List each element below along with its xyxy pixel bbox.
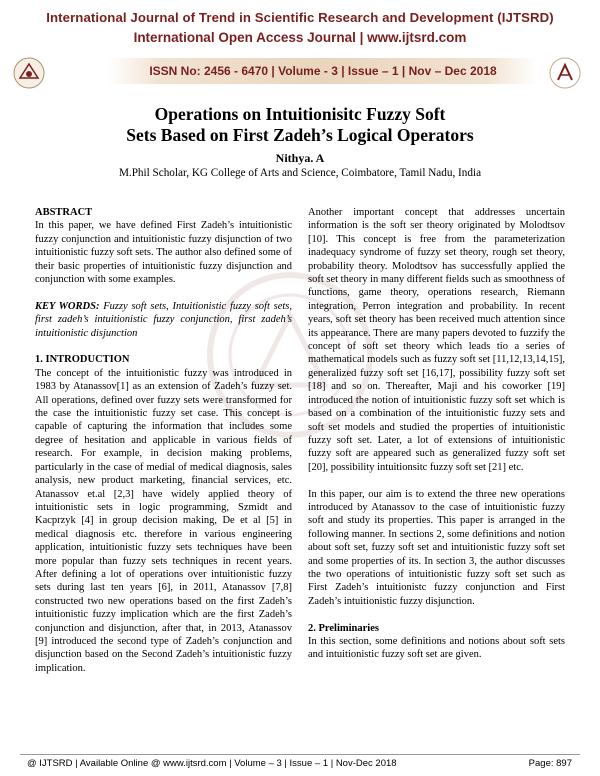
author-affiliation: M.Phil Scholar, KG College of Arts and Science, Coimbatore, Tamil Nadu, India: [118, 167, 482, 179]
keywords-label: KEY WORDS:: [35, 300, 100, 312]
preliminaries-text: In this section, some definitions and notions about soft sets and intuitionistic fuzzy soft set are given.: [308, 635, 565, 661]
author-name: Nithya. A: [275, 151, 325, 165]
page-number: Page: 897: [528, 758, 572, 769]
paper-title-line-1: Operations on Intuitionisitc Fuzzy Soft: [154, 104, 446, 124]
preliminaries-heading: 2. Preliminaries: [308, 622, 379, 634]
right-column: [308, 206, 565, 662]
journal-logo-left: [12, 56, 46, 90]
abstract-heading: ABSTRACT: [35, 207, 93, 218]
journal-title: International Journal of Trend in Scientific Research and Development (IJTSRD): [46, 10, 554, 25]
paper-title: [0, 104, 600, 146]
issue-info: ISSN No: 2456 - 6470 | Volume - 3 | Issue – 1 | Nov – Dec 2018: [149, 64, 497, 78]
paper-title-line-2: Sets Based on First Zadeh’s Logical Operators: [126, 125, 474, 145]
keywords: [35, 300, 292, 340]
left-column: [35, 206, 292, 675]
page-footer: [0, 754, 600, 776]
soft-set-paragraph: Another important concept that addresses uncertain information is the soft ser theory originated by Molodtsov [10]. This concept is free from the parameterization inadequacy syndrome of fuzzy set theory, rough set theory, probability theory. Molodtsov has successfully applied the soft set theory in many different fields such as smoothness of functions, game theory, operations research, Riemann integration, Perron integration and probability. In recent years, soft set theory has been received much attention since its appearance. There are many papers devoted to fuzzify the concept of soft set theory which leads tio a series of mathematical models such as fuzzy soft set [11,12,13,14,15], generalized fuzzy soft set [16,17], possibility fuzzy soft set [18] and so on. Thereafter, Maji and his coworker [19] introduced the notion of intuitionistic fuzzy soft set which is based on a combination of the intuitionistic fuzzy sets and soft set models and studied the properties of intuitionistic fuzzy soft set. Later, a lot of extensions of intuitionistic fuzzy soft are appeared such as generalized fuzzy soft set [20], possibility intuitionsitc fuzzy soft set [21] etc.: [308, 207, 566, 473]
footer-citation: @ IJTSRD | Available Online @ www.ijtsrd.com | Volume – 3 | Issue – 1 | Nov-Dec 2018: [27, 758, 397, 769]
introduction-heading: 1. INTRODUCTION: [35, 354, 130, 366]
journal-access-line: International Open Access Journal | www.ijtsrd.com: [133, 30, 467, 45]
footer-rule: [20, 754, 580, 755]
journal-logo-right: [548, 56, 582, 90]
keywords-text: Fuzzy soft sets, Intuitionistic fuzzy soft sets, first zadeh’s intuitionistic fuzzy conjunction, first zadeh’s intuitionistic disjunction: [35, 300, 292, 339]
issue-bar: [108, 58, 538, 84]
abstract-text: In this paper, we have defined First Zadeh’s intuitionistic fuzzy conjunction and intuitionistic fuzzy disjunction of two intuitionistic fuzzy soft sets. The author also defined some of their basic properties of intuitionistic fuzzy disjunction and conjunction with some examples.: [35, 220, 292, 286]
paper-aim-paragraph: In this paper, our aim is to extend the three new operations introduced by Atanassov to the case of intuitionistic fuzzy soft and study its properties. This paper is arranged in the following manner. In sections 2, some definitions and notion about soft set, fuzzy soft set and intuitionistic fuzzy soft set and some properties of its. In section 3, the author discusses the two operations of intuitionistic fuzzy soft set such as First Zadeh’s intuitionistc fuzzy conjunction and First Zadeh’s intuitionistic fuzzy disjunction.: [308, 488, 565, 607]
introduction-text: The concept of the intuitionistic fuzzy was introduced in 1983 by Atanassov[1] as an extension of Zadeh’s fuzzy set. All operations, defined over fuzzy sets were transformed for the case the intuitionistic fuzzy set case. This concept is capable of capturing the information that includes some degree of hesitation and applicable in various fields of research. For example, in decision making problems, particularly in the case of medial of medical diagnosis, sales analysis, new product marketing, financial services, etc. Atanassov et.al [2,3] have widely applied theory of intuitionistic sets in logic programming, Szmidt and Kacprzyk [4] in group decision making, De et al [5] in medical diagnosis etc. therefore in various engineering application, intuitionistic fuzzy sets techniques have been more popular than fuzzy sets techniques in recent years. After defining a lot of operations over intuitionistic fuzzy sets during last ten years [6], in 2011, Atanassov [7,8] constructed two new operations based on the first Zadeh’s intuitionistic fuzzy implication which are the first Zadeh’s conjunction and disjunction, after that, in 2013, Atanassov [9] introduced the second type of Zadeh’s conjunction and disjunction based on the Second Zadeh’s intuitionistic fuzzy implication.: [35, 367, 292, 674]
